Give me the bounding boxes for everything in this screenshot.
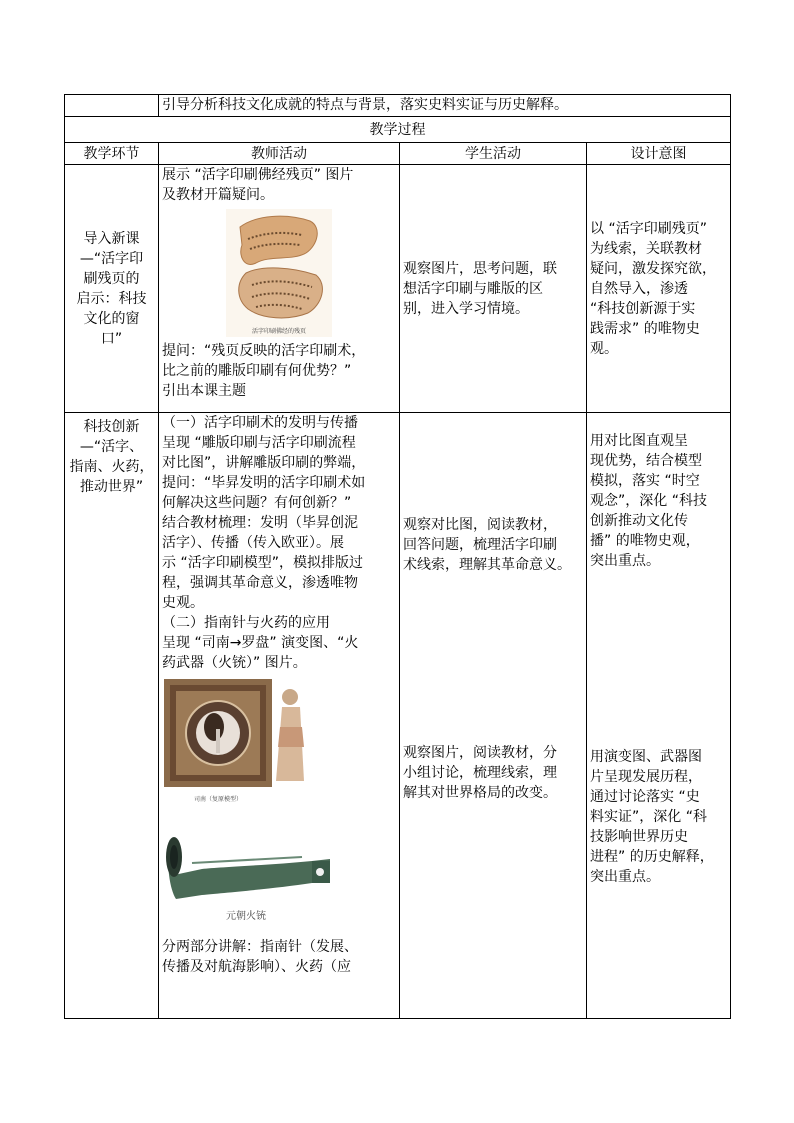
fig2-caption: 司南（复原模型） bbox=[193, 796, 243, 803]
compass-image bbox=[162, 677, 312, 807]
teacher-activity-innovation bbox=[159, 413, 400, 1019]
teacher-part2: （二）指南针与火药的应用 呈现 “司南→罗盘” 演变图、“火 药武器（火铳）” 图片。 bbox=[162, 615, 359, 671]
fig-print-remnant bbox=[162, 209, 396, 337]
teacher-activity-intro bbox=[159, 165, 400, 413]
fig-compass bbox=[162, 677, 396, 813]
teacher-part1: （一）活字印刷术的发明与传播 呈现 “雕版印刷与活字印刷流程 对比图”，讲解雕版印刷的弊端， 提问：“毕昇发明的活字印刷术如 何解决这些问题？有何创新？” 结合教材梳理：发明（毕昇创泥 活字）、传播（传入欧亚）。展 示 “活字印刷模型”，模拟排版过 程，强调其革命意义，渗透唯物 史观。 bbox=[162, 415, 366, 611]
col-header-stage: 教学环节 bbox=[65, 143, 159, 165]
teacher-part3: 分两部分讲解：指南针（发展、 传播及对航海影响）、火药（应 bbox=[162, 939, 358, 975]
fig-fire-lance bbox=[162, 817, 396, 933]
process-header: 教学过程 bbox=[65, 117, 731, 143]
intent-innovation-1: 用对比图直观呈 现优势，结合模型 模拟，落实 “时空 观念”，深化 “科技 创新推动文化传 播” 的唯物史观， 突出重点。 bbox=[590, 433, 707, 569]
fig3-caption: 元朝火铳 bbox=[226, 911, 266, 922]
col-header-student: 学生活动 bbox=[400, 143, 587, 165]
col-header-teacher: 教师活动 bbox=[159, 143, 400, 165]
student-activity-innovation bbox=[400, 413, 587, 1019]
objective-label-cell bbox=[65, 95, 159, 117]
stage-innovation: 科技创新 —“活字、 指南、火药， 推动世界” bbox=[65, 413, 159, 1019]
design-intent-intro: 以 “活字印刷残页” 为线索，关联教材 疑问，激发探究欲， 自然导入，渗透 “科技创新源于实 践需求” 的唯物史 观。 bbox=[587, 165, 731, 413]
stage-intro: 导入新课 —“活字印 刷残页的 启示：科技 文化的窗 口” bbox=[65, 165, 159, 413]
intent-innovation-2: 用演变图、武器图 片呈现发展历程， 通过讨论落实 “史 料实证”，深化 “科 技影响世界历史 进程” 的历史解释， 突出重点。 bbox=[590, 749, 714, 885]
student-activity-intro: 观察图片，思考问题，联 想活字印刷与雕版的区 别，进入学习情境。 bbox=[400, 165, 587, 413]
student-innovation-1: 观察对比图，阅读教材， 回答问题，梳理活字印刷 术线索，理解其革命意义。 bbox=[403, 517, 571, 573]
col-header-intent: 设计意图 bbox=[587, 143, 731, 165]
lesson-plan-table bbox=[64, 94, 731, 1019]
design-intent-innovation bbox=[587, 413, 731, 1019]
fire-lance-image bbox=[162, 817, 342, 927]
objective-text: 引导分析科技文化成就的特点与背景，落实史料实证与历史解释。 bbox=[159, 95, 731, 117]
student-innovation-2: 观察图片，阅读教材，分 小组讨论，梳理线索，理 解其对世界格局的改变。 bbox=[403, 745, 557, 801]
fig1-caption: 活字印刷佛经的残页 bbox=[251, 328, 307, 335]
teacher-intro-text: 展示 “活字印刷佛经残页” 图片 及教材开篇疑问。 bbox=[162, 167, 354, 203]
teacher-intro-question: 提问：“残页反映的活字印刷术， 比之前的雕版印刷有何优势？” 引出本课主题 bbox=[162, 343, 366, 399]
print-remnant-image bbox=[226, 209, 332, 337]
